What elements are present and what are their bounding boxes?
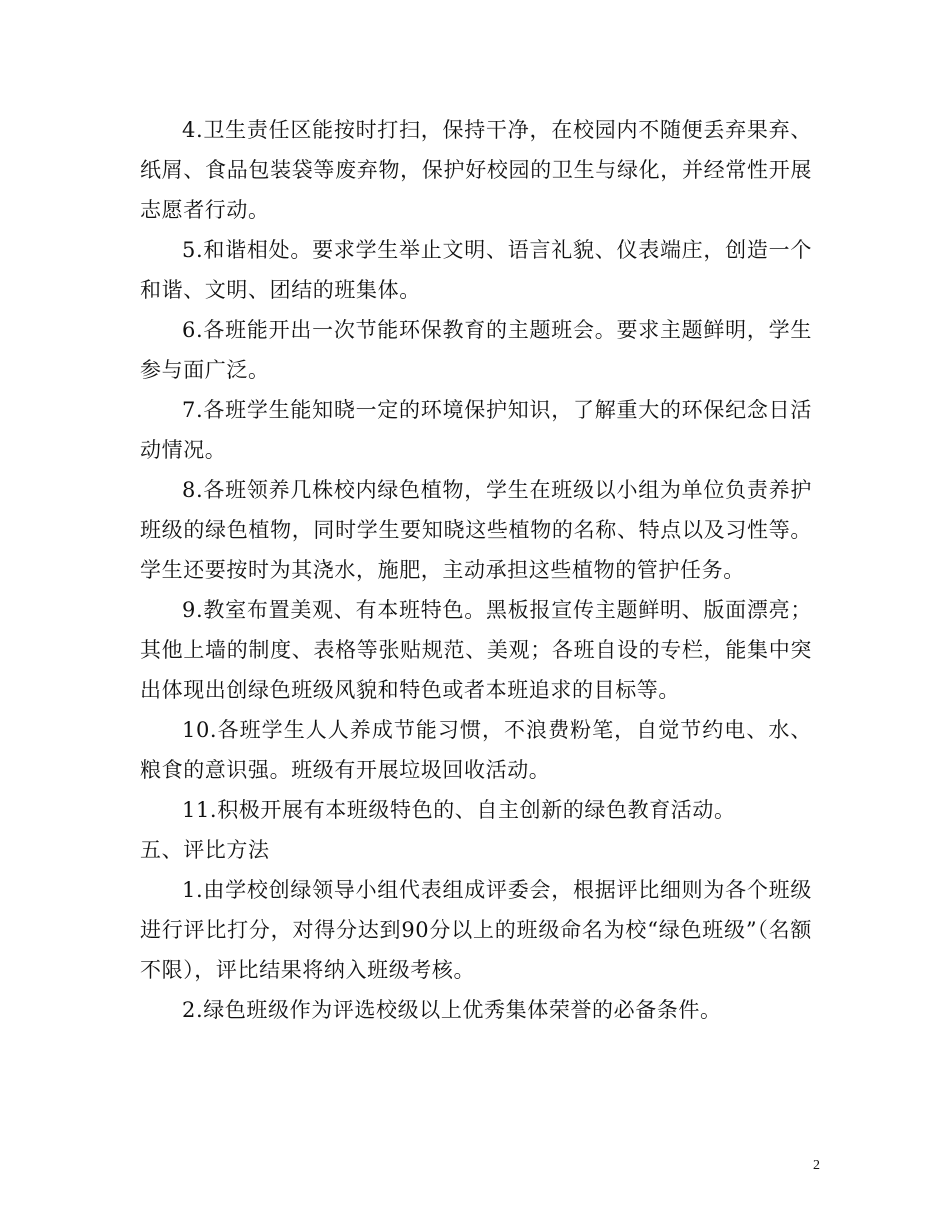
paragraph-item-8: 8.各班领养几株校内绿色植物，学生在班级以小组为单位负责养护班级的绿色植物，同时学生要知晓这些植物的名称、特点以及习性等。学生还要按时为其浇水，施肥，主动承担这些植物的管护任务。 [140, 478, 812, 582]
paragraph-item-9: 9.教室布置美观、有本班特色。黑板报宣传主题鲜明、版面漂亮；其他上墙的制度、表格等张贴规范、美观；各班自设的专栏，能集中突出体现出创绿色班级风貌和特色或者本班追求的目标等。 [140, 598, 812, 702]
paragraph-item-10: 10.各班学生人人养成节能习惯，不浪费粉笔，自觉节约电、水、粮食的意识强。班级有开展垃圾回收活动。 [140, 718, 812, 782]
paragraph-item-6: 6.各班能开出一次节能环保教育的主题班会。要求主题鲜明，学生参与面广泛。 [140, 318, 812, 382]
paragraph-item-7: 7.各班学生能知晓一定的环境保护知识，了解重大的环保纪念日活动情况。 [140, 398, 812, 462]
paragraph-item-4: 4.卫生责任区能按时打扫，保持干净，在校园内不随便丢弃果弃、纸屑、食品包装袋等废弃物，保护好校园的卫生与绿化，并经常性开展志愿者行动。 [140, 118, 812, 222]
page-number: 2 [813, 1158, 820, 1173]
section-heading-evaluation-method: 五、评比方法 [140, 838, 270, 862]
paragraph-item-11: 11.积极开展有本班级特色的、自主创新的绿色教育活动。 [182, 798, 736, 822]
evaluation-paragraph-1: 1.由学校创绿领导小组代表组成评委会，根据评比细则为各个班级进行评比打分，对得分达到90分以上的班级命名为校“绿色班级”（名额不限），评比结果将纳入班级考核。 [140, 878, 812, 982]
document-body [140, 110, 812, 1030]
paragraph-item-5: 5.和谐相处。要求学生举止文明、语言礼貌、仪表端庄，创造一个和谐、文明、团结的班集体。 [140, 238, 812, 302]
evaluation-paragraph-2: 2.绿色班级作为评选校级以上优秀集体荣誉的必备条件。 [182, 998, 722, 1022]
